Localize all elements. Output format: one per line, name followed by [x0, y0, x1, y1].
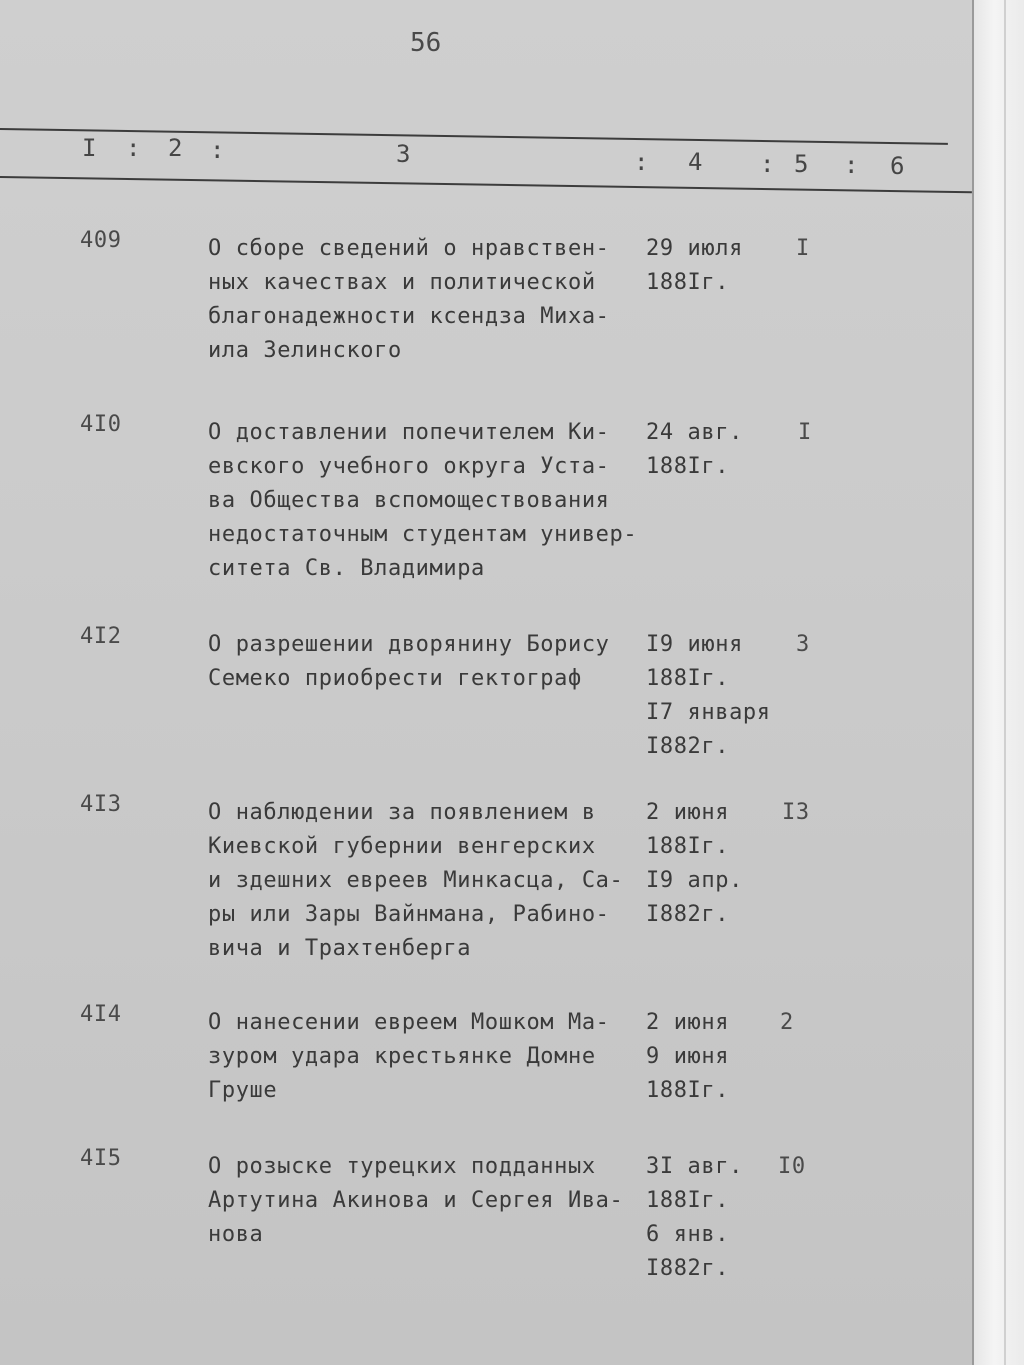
entry-sheet-count: I0 — [778, 1154, 806, 1179]
entry-title-line: О наблюдении за появлением в — [208, 800, 596, 825]
entry-title — [208, 1150, 648, 1252]
entry-dates — [646, 1006, 786, 1108]
entry-title-line: О сборе сведений о нравствен- — [208, 236, 610, 261]
entry-date-line: 24 авг. — [646, 420, 743, 445]
entry-title-line: и здешних евреев Минкасца, Са- — [208, 868, 624, 893]
entry-date-line: I9 апр. — [646, 868, 743, 893]
entry-sheet-count: I3 — [782, 800, 810, 825]
entry-title-line: ры или Зары Вайнмана, Рабино- — [208, 902, 610, 927]
column-separator: : — [760, 150, 775, 178]
entry-date-line: 2 июня — [646, 800, 730, 825]
entry-date-line: 188Iг. — [646, 834, 730, 859]
entry-title-line: вича и Трахтенберга — [208, 936, 472, 961]
entry-title-line: недостаточным студентам универ- — [208, 522, 638, 547]
entry-number: 4I5 — [80, 1146, 122, 1171]
entry-title-line: нова — [208, 1222, 264, 1247]
entry-title-line: евского учебного округа Уста- — [208, 454, 610, 479]
entry-dates — [646, 416, 786, 484]
page-number: 56 — [410, 28, 442, 58]
entry-title-line: ситета Св. Владимира — [208, 556, 485, 581]
entry-title-line: Семеко приобрести гектограф — [208, 666, 582, 691]
entry-date-line: I882г. — [646, 734, 730, 759]
entry-title-line: Киевской губернии венгерских — [208, 834, 596, 859]
column-header-5: 5 — [794, 150, 809, 178]
entry-date-line: 188Iг. — [646, 454, 730, 479]
entry-title-line: ва Общества вспомоществования — [208, 488, 610, 513]
entry-sheet-count: 2 — [780, 1010, 794, 1035]
entry-title-line: Груше — [208, 1078, 278, 1103]
entry-title — [208, 628, 648, 696]
column-header-1: I — [82, 134, 97, 162]
page-edge-line — [1004, 0, 1006, 1365]
entry-title-line: О доставлении попечителем Ки- — [208, 420, 610, 445]
entry-date-line: 188Iг. — [646, 270, 730, 295]
column-separator: : — [126, 134, 141, 162]
next-page-edge — [972, 0, 1024, 1365]
entry-date-line: 188Iг. — [646, 1078, 730, 1103]
entry-date-line: I882г. — [646, 902, 730, 927]
entry-title-line: О розыске турецких подданных — [208, 1154, 596, 1179]
entry-number: 4I2 — [80, 624, 122, 649]
entry-title — [208, 796, 648, 966]
entry-date-line: 29 июля — [646, 236, 743, 261]
entry-dates — [646, 1150, 786, 1286]
entry-date-line: I9 июня — [646, 632, 743, 657]
entry-title — [208, 1006, 648, 1108]
entry-date-line: 188Iг. — [646, 666, 730, 691]
entry-title-line: ила Зелинского — [208, 338, 402, 363]
entry-date-line: 6 янв. — [646, 1222, 730, 1247]
entry-date-line: I7 января — [646, 700, 771, 725]
column-separator: : — [210, 136, 225, 164]
entry-dates — [646, 628, 786, 764]
entry-date-line: 9 июня — [646, 1044, 730, 1069]
entry-number: 409 — [80, 228, 122, 253]
entry-dates — [646, 232, 786, 300]
entry-date-line: 2 июня — [646, 1010, 730, 1035]
entry-date-line: 3I авг. — [646, 1154, 743, 1179]
entry-title-line: ных качествах и политической — [208, 270, 596, 295]
column-separator: : — [634, 148, 649, 176]
entry-dates — [646, 796, 786, 932]
column-header-3: 3 — [396, 140, 411, 168]
entry-title-line: зуром удара крестьянке Домне — [208, 1044, 596, 1069]
entry-title-line: Артутина Акинова и Сергея Ива- — [208, 1188, 624, 1213]
entry-sheet-count: I — [796, 236, 810, 261]
entry-date-line: I882г. — [646, 1256, 730, 1281]
entry-number: 4I0 — [80, 412, 122, 437]
entry-date-line: 188Iг. — [646, 1188, 730, 1213]
entry-title — [208, 232, 648, 368]
entry-title-line: О нанесении евреем Мошком Ма- — [208, 1010, 610, 1035]
entry-title — [208, 416, 648, 586]
entry-sheet-count: 3 — [796, 632, 810, 657]
entry-title-line: О разрешении дворянину Борису — [208, 632, 610, 657]
entry-sheet-count: I — [798, 420, 812, 445]
column-header-4: 4 — [688, 148, 703, 176]
entry-number: 4I3 — [80, 792, 122, 817]
column-separator: : — [844, 151, 859, 179]
entry-title-line: благонадежности ксендза Михa- — [208, 304, 610, 329]
column-header-6: 6 — [890, 152, 905, 180]
column-header-row — [0, 134, 960, 180]
entry-number: 4I4 — [80, 1002, 122, 1027]
column-header-2: 2 — [168, 134, 183, 162]
